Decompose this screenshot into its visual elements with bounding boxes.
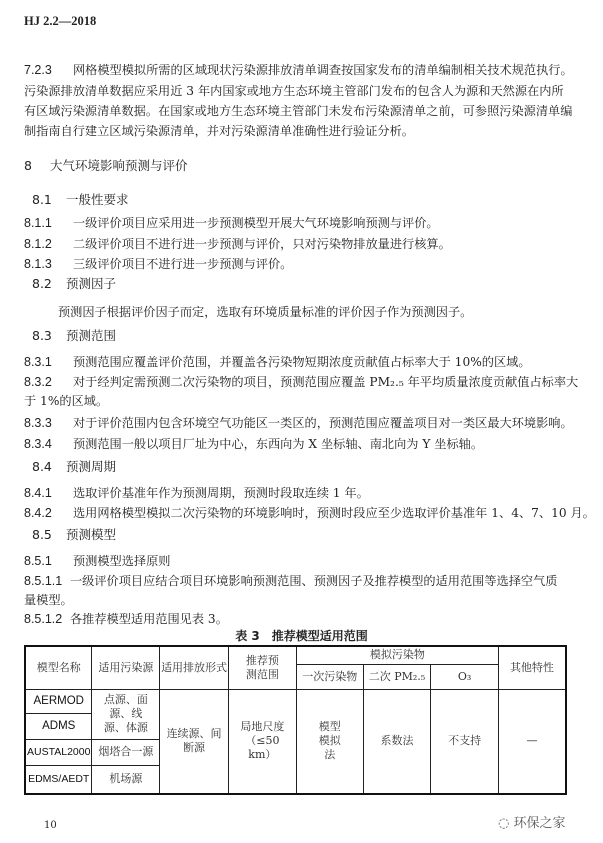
paragraph-line: 有区域污染源清单数据。在国家或地方生态环境主管部门未发布污染源清单之前，可参照污染源清单编 <box>24 104 573 118</box>
paragraph-line: 污染源排放清单数据应采用近 3 年内国家或地方生态环境主管部门发布的包含人为源和天然源在内所 <box>24 84 564 98</box>
watermark-text: 环保之家 <box>513 816 566 831</box>
section-heading: 预测因子 <box>66 276 117 291</box>
section-number: 8.1.2 <box>24 237 52 251</box>
paragraph-line: 量模型。 <box>24 593 73 607</box>
paragraph-line: 预测因子根据评价因子而定，选取有环境质量标准的评价因子作为预测因子。 <box>58 305 473 319</box>
paragraph-line: 制指南自行建立区域污染源清单，并对污染源清单准确性进行验证分析。 <box>24 124 414 138</box>
header-range: 推荐预测范围 <box>228 646 296 689</box>
section-number: 8.4.2 <box>24 506 52 520</box>
header-o3: O₃ <box>431 664 499 689</box>
source-cell: 烟塔合一源 <box>92 739 160 765</box>
wechat-icon: ◌ <box>498 816 514 831</box>
paragraph-line: 预测范围应覆盖评价范围，并覆盖各污染物短期浓度贡献值占标率大于 10%的区域。 <box>73 355 531 369</box>
section-number: 8.1 <box>32 192 52 207</box>
section-number: 8.3.2 <box>24 375 52 389</box>
section-number: 8.5.1 <box>24 554 52 568</box>
paragraph-line: 网格模型模拟所需的区域现状污染源排放清单调查按国家发布的清单编制相关技术规范执行。 <box>73 63 573 77</box>
section-number: 8.2 <box>32 276 52 291</box>
section-number: 8.4.1 <box>24 486 52 500</box>
model-cell: ADMS <box>25 713 92 739</box>
section-number: 8.1.3 <box>24 257 52 271</box>
header-model: 模型名称 <box>25 646 92 689</box>
section-number: 8.4 <box>32 459 52 474</box>
paragraph-line: 预测模型选择原则 <box>73 554 171 568</box>
section-number: 7.2.3 <box>24 63 52 77</box>
paragraph-line: 选取评价基准年作为预测周期，预测时段取连续 1 年。 <box>73 486 369 500</box>
o3-cell: 不支持 <box>431 689 499 794</box>
section-number: 8.5 <box>32 527 52 542</box>
primary-cell: 模型模拟法 <box>296 689 363 794</box>
header-primary: 一次污染物 <box>296 664 363 689</box>
source-cell: 点源、面源、线源、体源 <box>92 689 160 739</box>
paragraph-line: 选用网格模型模拟二次污染物的环境影响时，预测时段应至少选取评价基准年 1、4、7、10 月。 <box>73 506 595 520</box>
document-code-header: HJ 2.2—2018 <box>24 14 97 28</box>
header-pm25: 二次 PM₂.₅ <box>363 664 431 689</box>
paragraph-line: 对于评价范围内包含环境空气功能区一类区的，预测范围应覆盖项目对一类区最大环境影响。 <box>73 416 573 430</box>
header-emission: 适用排放形式 <box>160 646 229 689</box>
source-cell: 机场源 <box>92 765 160 794</box>
pm25-cell: 系数法 <box>363 689 431 794</box>
section-number: 8 <box>24 158 32 173</box>
other-cell: — <box>498 689 566 794</box>
emission-cell: 连续源、间断源 <box>160 689 229 794</box>
table-caption: 表 3 推荐模型适用范围 <box>235 629 368 643</box>
header-pollutants: 模拟污染物 <box>296 646 498 664</box>
recommended-models-table <box>24 645 567 795</box>
section-number: 8.1.1 <box>24 216 52 230</box>
model-cell: EDMS/AEDT <box>25 765 92 794</box>
paragraph-line: 对于经判定需预测二次污染物的项目，预测范围应覆盖 PM₂.₅ 年平均质量浓度贡献值占标率大 <box>73 375 579 389</box>
section-number: 8.5.1.2 <box>24 612 63 626</box>
header-other: 其他特性 <box>498 646 566 689</box>
paragraph-line: 一级评价项目应结合项目环境影响预测范围、预测因子及推荐模型的适用范围等选择空气质 <box>70 574 558 588</box>
model-cell: AUSTAL2000 <box>25 739 92 765</box>
paragraph-line: 二级评价项目不进行进一步预测与评价，只对污染物排放量进行核算。 <box>73 237 451 251</box>
section-number: 8.3.4 <box>24 437 52 451</box>
section-heading: 预测模型 <box>66 527 117 542</box>
section-number: 8.3.3 <box>24 416 52 430</box>
header-source: 适用污染源 <box>92 646 160 689</box>
paragraph-line: 预测范围一般以项目厂址为中心，东西向为 X 坐标轴、南北向为 Y 坐标轴。 <box>73 437 484 451</box>
page-number: 10 <box>44 820 57 831</box>
section-heading: 预测周期 <box>66 459 117 474</box>
section-heading: 大气环境影响预测与评价 <box>50 158 188 173</box>
section-heading: 一般性要求 <box>66 192 129 207</box>
paragraph-line: 三级评价项目不进行进一步预测与评价。 <box>73 257 293 271</box>
section-number: 8.3.1 <box>24 355 52 369</box>
section-number: 8.5.1.1 <box>24 574 63 588</box>
watermark <box>498 812 566 831</box>
section-heading: 预测范围 <box>66 328 117 343</box>
section-number: 8.3 <box>32 328 52 343</box>
range-cell: 局地尺度（≤50 km） <box>228 689 296 794</box>
model-cell: AERMOD <box>25 689 92 713</box>
paragraph-line: 一级评价项目应采用进一步预测模型开展大气环境影响预测与评价。 <box>73 216 439 230</box>
paragraph-line: 各推荐模型适用范围见表 3。 <box>70 612 228 626</box>
paragraph-line: 于 1%的区域。 <box>24 394 109 408</box>
